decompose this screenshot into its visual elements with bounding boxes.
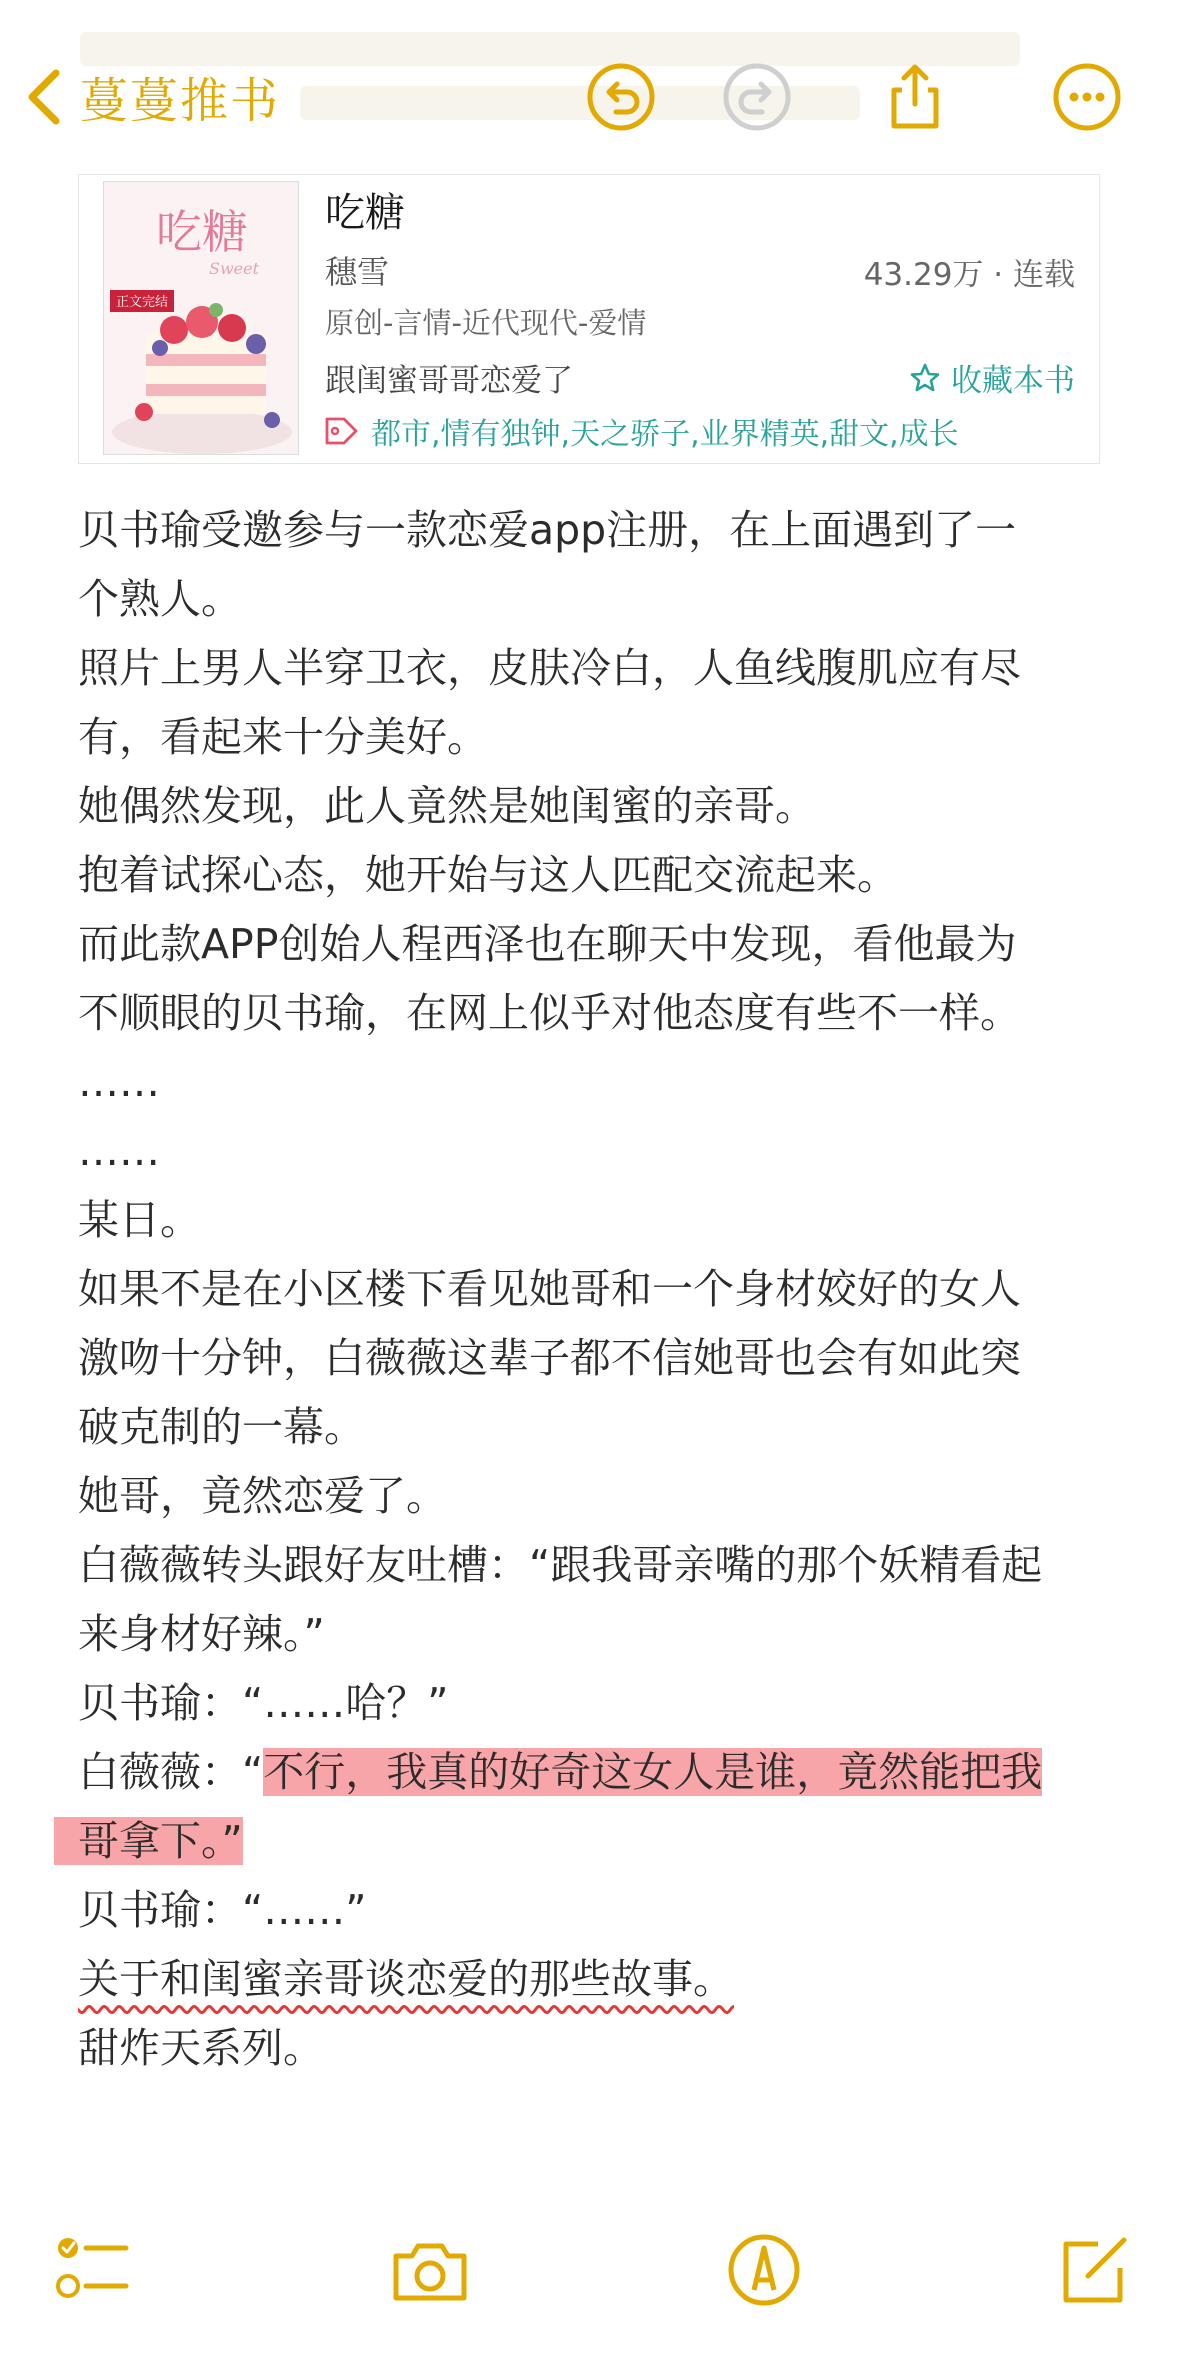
redo-icon bbox=[722, 62, 792, 132]
book-cover[interactable] bbox=[103, 181, 299, 455]
book-card[interactable] bbox=[78, 174, 1100, 464]
text-line: 来身材好辣。” bbox=[78, 1610, 325, 1658]
underlined-text: 关于和闺蜜亲哥谈恋爱的那些故事。 bbox=[78, 1955, 734, 2003]
text-line: 破克制的一幕。 bbox=[78, 1403, 365, 1451]
text-line: 某日。 bbox=[78, 1196, 201, 1244]
share-button[interactable] bbox=[880, 62, 950, 132]
camera-icon bbox=[390, 2230, 470, 2310]
text-line: 而此款APP创始人程西泽也在聊天中发现，看他最为 bbox=[78, 920, 1017, 968]
text-line: 不顺眼的贝书瑜，在网上似乎对他态度有些不一样。 bbox=[78, 989, 1021, 1037]
book-author[interactable]: 穗雪 bbox=[325, 253, 390, 291]
highlighted-text: 哥拿下。” bbox=[54, 1817, 243, 1865]
checklist-icon bbox=[50, 2230, 130, 2310]
redo-button[interactable] bbox=[722, 62, 792, 132]
favorite-label: 收藏本书 bbox=[951, 363, 1075, 399]
svg-text:Sweet: Sweet bbox=[208, 259, 260, 278]
star-icon bbox=[909, 362, 941, 394]
markup-button[interactable] bbox=[724, 2230, 804, 2310]
book-tags[interactable]: 都市,情有独钟,天之骄子,业界精英,甜文,成长 bbox=[371, 417, 959, 452]
text-line: 如果不是在小区楼下看见她哥和一个身材姣好的女人 bbox=[78, 1265, 1021, 1313]
highlighted-line bbox=[78, 1738, 1108, 1807]
text-line: 甜炸天系列。 bbox=[78, 2024, 324, 2072]
book-genre: 原创-言情-近代现代-爱情 bbox=[325, 306, 647, 340]
more-button[interactable] bbox=[1052, 62, 1122, 132]
text-line: 贝书瑜：“……” bbox=[78, 1886, 367, 1934]
text-line: 抱着试探心态，她开始与这人匹配交流起来。 bbox=[78, 851, 898, 899]
book-intro: 跟闺蜜哥哥恋爱了 bbox=[325, 363, 573, 399]
back-button[interactable] bbox=[22, 62, 280, 131]
checklist-button[interactable] bbox=[50, 2230, 130, 2310]
favorite-button[interactable] bbox=[909, 355, 1075, 400]
highlighted-text: 不行，我真的好奇这女人是谁，竟然能把我 bbox=[263, 1748, 1043, 1796]
ghost-text-line bbox=[80, 32, 1020, 66]
undo-button[interactable] bbox=[586, 62, 656, 132]
underlined-line bbox=[78, 1945, 1108, 2014]
more-icon bbox=[1052, 62, 1122, 132]
text-line: 有，看起来十分美好。 bbox=[78, 713, 488, 761]
bottom-toolbar bbox=[0, 2230, 1179, 2320]
note-content[interactable] bbox=[78, 496, 1108, 2083]
camera-button[interactable] bbox=[390, 2230, 470, 2310]
text-line: 白薇薇转头跟好友吐槽：“跟我哥亲嘴的那个妖精看起 bbox=[78, 1541, 1043, 1589]
cake-cover-illustration bbox=[104, 182, 299, 455]
share-icon bbox=[880, 62, 950, 132]
text-line: 贝书瑜受邀参与一款恋爱app注册，在上面遇到了一 bbox=[78, 506, 1017, 554]
undo-icon bbox=[586, 62, 656, 132]
text-line: 激吻十分钟，白薇薇这辈子都不信她哥也会有如此突 bbox=[78, 1334, 1021, 1382]
quote-speaker: 白薇薇：“ bbox=[78, 1748, 264, 1796]
text-line: 她哥，竟然恋爱了。 bbox=[78, 1472, 447, 1520]
book-title: 吃糖 bbox=[325, 190, 405, 236]
text-line: 贝书瑜：“……哈？” bbox=[78, 1679, 449, 1727]
compose-icon bbox=[1054, 2230, 1134, 2310]
highlighted-line bbox=[78, 1807, 1108, 1876]
cover-title: 吃糖 bbox=[156, 205, 248, 259]
tags-row bbox=[323, 409, 959, 453]
tag-icon bbox=[323, 415, 359, 447]
top-navigation-bar bbox=[0, 0, 1179, 200]
text-line: 个熟人。 bbox=[78, 575, 242, 623]
markup-icon bbox=[724, 2230, 804, 2310]
text-line: 照片上男人半穿卫衣，皮肤冷白，人鱼线腹肌应有尽 bbox=[78, 644, 1021, 692]
chevron-left-icon bbox=[22, 67, 66, 127]
cover-badge: 正文完结 bbox=[115, 295, 169, 310]
compose-button[interactable] bbox=[1054, 2230, 1134, 2310]
text-line: …… bbox=[78, 1127, 160, 1175]
book-stats: 43.29万 · 连载 bbox=[863, 257, 1075, 293]
text-line: 她偶然发现，此人竟然是她闺蜜的亲哥。 bbox=[78, 782, 816, 830]
back-label: 蔓蔓推书 bbox=[80, 73, 281, 129]
text-line: …… bbox=[78, 1058, 160, 1106]
